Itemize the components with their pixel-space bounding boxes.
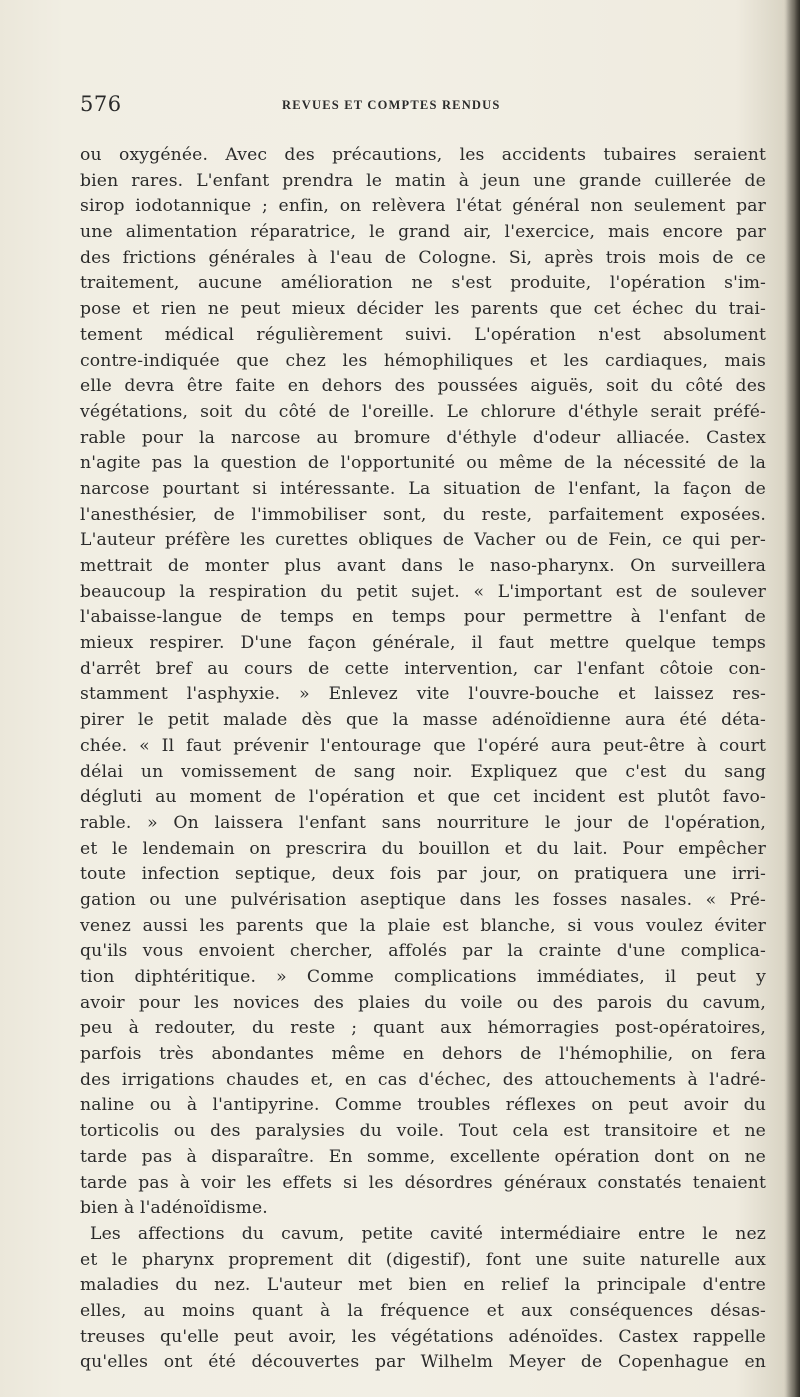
text-line: peu à redouter, du reste ; quant aux hémorragies post-opératoires,: [80, 1018, 766, 1039]
text-line: tion diphtéritique. » Comme complications immédiates, il peut y: [80, 967, 766, 987]
text-line: beaucoup la respiration du petit sujet. « L'important est de soulever: [80, 581, 766, 602]
text-line: torticolis ou des paralysies du voile. Tout cela est transitoire et ne: [80, 1121, 766, 1142]
body-text: [80, 143, 766, 1376]
text-line: mettrait de monter plus avant dans le naso-pharynx. On surveillera: [80, 556, 766, 576]
running-head: REVUES ET COMPTES RENDUS: [282, 98, 501, 112]
text-line: bien rares. L'enfant prendra le matin à jeun une grande cuillerée de: [80, 170, 766, 191]
text-line: ou oxygénée. Avec des précautions, les accidents tubaires seraient: [80, 145, 766, 165]
text-line: pirer le petit malade dès que la masse adénoïdienne aura été déta-: [80, 710, 766, 731]
text-line: et le lendemain on prescrira du bouillon et du lait. Pour empêcher: [80, 838, 766, 859]
text-line: venez aussi les parents que la plaie est blanche, si vous voulez éviter: [80, 915, 766, 936]
text-line: végétations, soit du côté de l'oreille. Le chlorure d'éthyle serait préfé-: [80, 401, 766, 422]
text-line: tement médical régulièrement suivi. L'opération n'est absolument: [80, 324, 766, 345]
text-line: des irrigations chaudes et, en cas d'échec, des attouchements à l'adré-: [80, 1069, 766, 1090]
text-line: qu'elles ont été découvertes par Wilhelm Meyer de Copenhague en: [80, 1352, 766, 1373]
text-line: pose et rien ne peut mieux décider les parents que cet échec du trai-: [80, 299, 766, 320]
text-line: mieux respirer. D'une façon générale, il faut mettre quelque temps: [80, 633, 766, 654]
text-line: dégluti au moment de l'opération et que cet incident est plutôt favo-: [80, 787, 766, 808]
text-line: maladies du nez. L'auteur met bien en relief la principale d'entre: [80, 1275, 766, 1296]
text-line: chée. « Il faut prévenir l'entourage que l'opéré aura peut-être à court: [80, 735, 766, 756]
text-line: stamment l'asphyxie. » Enlevez vite l'ouvre-bouche et laissez res-: [80, 684, 766, 705]
text-line: d'arrêt bref au cours de cette intervention, car l'enfant côtoie con-: [80, 658, 766, 679]
text-line-paragraph-end: bien à l'adénoïdisme.: [80, 1198, 268, 1219]
text-line: avoir pour les novices des plaies du voile ou des parois du cavum,: [80, 992, 766, 1013]
text-line-paragraph-start: Les affections du cavum, petite cavité intermédiaire entre le nez: [90, 1223, 766, 1244]
text-line: toute infection septique, deux fois par jour, on pratiquera une irri-: [80, 864, 766, 885]
text-line: parfois très abondantes même en dehors de l'hémophilie, on fera: [80, 1044, 766, 1065]
text-line: tarde pas à voir les effets si les désordres généraux constatés tenaient: [80, 1172, 766, 1193]
binding-shadow: [786, 0, 800, 1397]
text-line: tarde pas à disparaître. En somme, excellente opération dont on ne: [80, 1146, 766, 1167]
text-line: des frictions générales à l'eau de Cologne. Si, après trois mois de ce: [80, 247, 766, 268]
text-line: rable. » On laissera l'enfant sans nourriture le jour de l'opération,: [80, 812, 766, 833]
text-line: contre-indiquée que chez les hémophiliques et les cardiaques, mais: [80, 350, 766, 371]
text-line: L'auteur préfère les curettes obliques de Vacher ou de Fein, ce qui per-: [80, 530, 766, 551]
text-line: traitement, aucune amélioration ne s'est produite, l'opération s'im-: [80, 273, 766, 294]
text-line: gation ou une pulvérisation aseptique dans les fosses nasales. « Pré-: [80, 889, 766, 910]
text-line: une alimentation réparatrice, le grand air, l'exercice, mais encore par: [80, 222, 766, 243]
text-line: délai un vomissement de sang noir. Expliquez que c'est du sang: [80, 761, 766, 782]
text-line: sirop iodotannique ; enfin, on relèvera l'état général non seulement par: [80, 196, 766, 217]
text-line: narcose pourtant si intéressante. La situation de l'enfant, la façon de: [80, 478, 766, 499]
page-header: [80, 92, 760, 122]
text-line: qu'ils vous envoient chercher, affolés par la crainte d'une complica-: [80, 941, 766, 962]
text-line: l'abaisse-langue de temps en temps pour permettre à l'enfant de: [80, 607, 766, 628]
page-number: 576: [80, 92, 122, 116]
text-line: l'anesthésier, de l'immobiliser sont, du reste, parfaitement exposées.: [80, 504, 766, 525]
text-line: treuses qu'elle peut avoir, les végétations adénoïdes. Castex rappelle: [80, 1326, 766, 1347]
text-line: naline ou à l'antipyrine. Comme troubles réflexes on peut avoir du: [80, 1095, 766, 1116]
text-line: elles, au moins quant à la fréquence et aux conséquences désas-: [80, 1300, 766, 1321]
text-line: rable pour la narcose au bromure d'éthyle d'odeur alliacée. Castex: [80, 427, 766, 448]
text-line: elle devra être faite en dehors des poussées aiguës, soit du côté des: [80, 376, 766, 397]
text-line: n'agite pas la question de l'opportunité ou même de la nécessité de la: [80, 453, 766, 474]
text-line: et le pharynx proprement dit (digestif), font une suite naturelle aux: [80, 1249, 766, 1270]
